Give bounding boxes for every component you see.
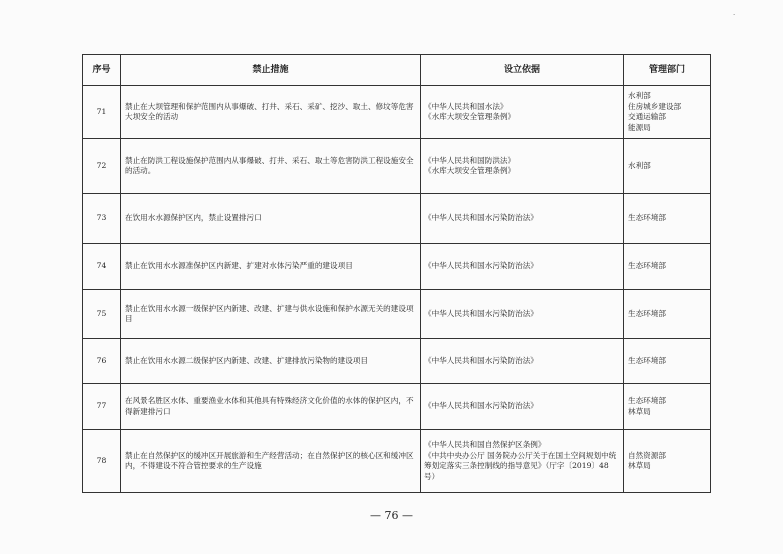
row-measure: 禁止在饮用水水源二级保护区内新建、改建、扩建排放污染物的建设项目 <box>121 339 421 384</box>
table-row <box>83 244 711 290</box>
prohibition-table <box>82 54 711 493</box>
table-row <box>83 194 711 244</box>
row-measure: 在风景名胜区水体、重要渔业水体和其他具有特殊经济文化价值的水体的保护区内，不得新建排污口 <box>121 384 421 430</box>
row-dept: 生态环境部 <box>624 290 711 339</box>
header-dept: 管理部门 <box>624 55 711 86</box>
row-no: 76 <box>83 339 121 384</box>
row-basis: 《中华人民共和国水法》 《水库大坝安全管理条例》 <box>421 86 624 139</box>
row-basis: 《中华人民共和国水污染防治法》 <box>421 290 624 339</box>
row-dept: 水利部 <box>624 139 711 194</box>
header-basis: 设立依据 <box>421 55 624 86</box>
row-basis: 《中华人民共和国防洪法》 《水库大坝安全管理条例》 <box>421 139 624 194</box>
row-no: 78 <box>83 430 121 493</box>
row-measure: 禁止在大坝管理和保护范围内从事爆破、打井、采石、采矿、挖沙、取土、修坟等危害大坝安全的活动 <box>121 86 421 139</box>
row-measure: 在饮用水水源保护区内，禁止设置排污口 <box>121 194 421 244</box>
table-row <box>83 339 711 384</box>
row-measure: 禁止在饮用水水源一级保护区内新建、改建、扩建与供水设施和保护水源无关的建设项目 <box>121 290 421 339</box>
table-row <box>83 290 711 339</box>
row-basis: 《中华人民共和国水污染防治法》 <box>421 384 624 430</box>
table-header-row <box>83 55 711 86</box>
row-no: 77 <box>83 384 121 430</box>
table-row <box>83 430 711 493</box>
row-dept: 自然资源部 林草局 <box>624 430 711 493</box>
row-no: 73 <box>83 194 121 244</box>
table-row <box>83 139 711 194</box>
row-basis: 《中华人民共和国自然保护区条例》 《中共中央办公厅 国务院办公厅关于在国土空间规划中统筹划定落实三条控制线的指导意见》（厅字〔2019〕48号） <box>421 430 624 493</box>
header-measure: 禁止措施 <box>121 55 421 86</box>
row-measure: 禁止在自然保护区的缓冲区开展旅游和生产经营活动；在自然保护区的核心区和缓冲区内，不得建设不符合管控要求的生产设施 <box>121 430 421 493</box>
row-measure: 禁止在防洪工程设施保护范围内从事爆破、打井、采石、取土等危害防洪工程设施安全的活动。 <box>121 139 421 194</box>
row-no: 71 <box>83 86 121 139</box>
row-no: 74 <box>83 244 121 290</box>
row-measure: 禁止在饮用水水源准保护区内新建、扩建对水体污染严重的建设项目 <box>121 244 421 290</box>
row-basis: 《中华人民共和国水污染防治法》 <box>421 194 624 244</box>
row-basis: 《中华人民共和国水污染防治法》 <box>421 244 624 290</box>
corner-mark: · <box>733 11 736 19</box>
row-basis: 《中华人民共和国水污染防治法》 <box>421 339 624 384</box>
header-no: 序号 <box>83 55 121 86</box>
row-no: 72 <box>83 139 121 194</box>
table-row <box>83 86 711 139</box>
table-row <box>83 384 711 430</box>
page-number: — 76 — <box>370 509 413 522</box>
row-dept: 水利部 住房城乡建设部 交通运输部 能源局 <box>624 86 711 139</box>
row-dept: 生态环境部 <box>624 194 711 244</box>
row-dept: 生态环境部 林草局 <box>624 384 711 430</box>
row-dept: 生态环境部 <box>624 244 711 290</box>
row-no: 75 <box>83 290 121 339</box>
row-dept: 生态环境部 <box>624 339 711 384</box>
